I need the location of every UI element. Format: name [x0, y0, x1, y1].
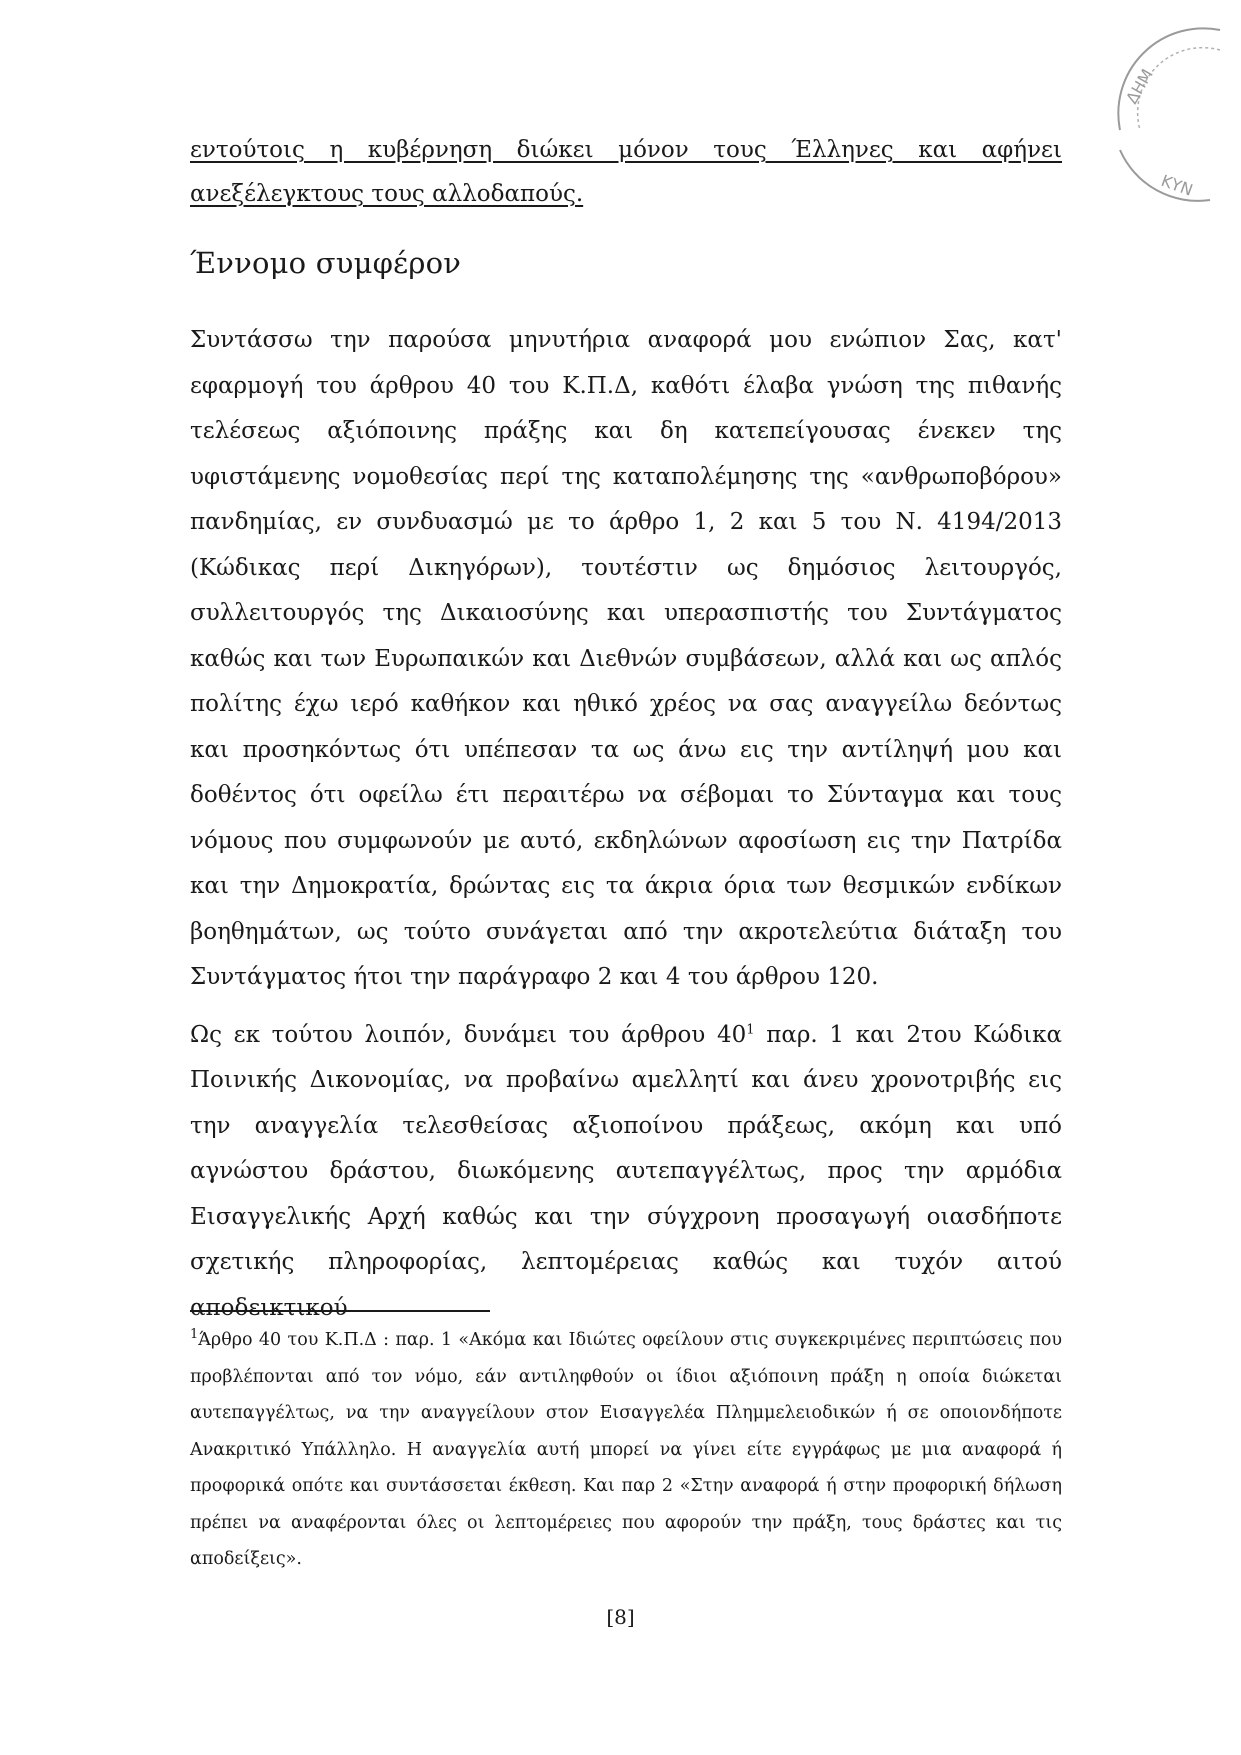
footnote-separator	[190, 1310, 490, 1312]
paragraph-2	[190, 1013, 1062, 1332]
footnote-text: Άρθρο 40 του Κ.Π.Δ : παρ. 1 «Ακόμα και Ιδιώτες οφείλουν στις συγκεκριμένες περιπτώσεις που προβλέπονται από τον νόμο, εάν αντιληφθούν οι ίδιοι αξιόποινη πράξη η οποία διώκεται αυτεπαγγέλτως, να την αναγγείλουν στον Εισαγγελέα Πλημμελειοδικών ή σε οποιονδήποτε Ανακριτικό Υπάλληλο. Η αναγγελία αυτή μπορεί να γίνει είτε εγγράφως με μια αναφορά ή προφορικά οπότε και συντάσσεται έκθεση. Και παρ 2 «Στην αναφορά ή στην προφορική δήλωση πρέπει να αναφέρονται όλες οι λεπτομέρειες που αφορούν την πράξη, τους δράστες και τις αποδείξεις».	[190, 1330, 1062, 1569]
paragraph-2-start: Ως εκ τούτου λοιπόν, δυνάμει του άρθρου 40	[190, 1021, 747, 1048]
main-text	[190, 128, 1062, 1343]
stamp-text-top: ΔΗΜ	[1122, 65, 1157, 107]
footnote-marker: 1	[190, 1327, 199, 1343]
page-number: [8]	[606, 1605, 635, 1629]
paragraph-1: Συντάσσω την παρούσα μηνυτήρια αναφορά μου ενώπιον Σας, κατ' εφαρμογή του άρθρου 40 του Κ.Π.Δ, καθότι έλαβα γνώση της πιθανής τελέσεως αξιόποινης πράξης και δη κατεπείγουσας ένεκεν της υφιστάμενης νομοθεσίας περί της καταπολέμησης της «ανθρωποβόρου» πανδημίας, εν συνδυασμώ με το άρθρο 1, 2 και 5 του Ν. 4194/2013 (Κώδικας περί Δικηγόρων), τουτέστιν ως δημόσιος λειτουργός, συλλειτουργός της Δικαιοσύνης και υπερασπιστής του Συντάγματος καθώς και των Ευρωπαικών και Διεθνών συμβάσεων, αλλά και ως απλός πολίτης έχω ιερό καθήκον και ηθικό χρέος να σας αναγγείλω δεόντως και προσηκόντως ότι υπέπεσαν τα ως άνω εις την αντίληψή μου και δοθέντος ότι οφείλω έτι περαιτέρω να σέβομαι το Σύνταγμα και τους νόμους που συμφωνούν με αυτό, εκδηλώνων αφοσίωση εις την Πατρίδα και την Δημοκρατία, δρώντας εις τα άκρια όρια των θεσμικών ενδίκων βοηθημάτων, ως τούτο συνάγεται από την ακροτελεύτια διάταξη του Συντάγματος ήτοι την παράγραφο 2 και 4 του άρθρου 120.	[190, 327, 1062, 990]
section-heading: Έννομο συμφέρον	[190, 246, 462, 280]
intro-paragraph: εντούτοις η κυβέρνηση διώκει μόνον τους Έλληνες και αφήνει ανεξέλεγκτους τους αλλοδαπούς.	[190, 137, 1062, 207]
stamp-seal	[1090, 10, 1240, 220]
stamp-text-bottom: ΚΥΝ	[1158, 170, 1196, 200]
paragraph-2-end: παρ. 1 και 2του Κώδικα Ποινικής Δικονομίας, να προβαίνω αμελλητί και άνευ χρονοτριβής εις την αναγγελία τελεσθείσας αξιοποίνου πράξεως, ακόμη και υπό αγνώστου δράστου, διωκόμενης αυτεπαγγέλτως, προς την αρμόδια Εισαγγελικής Αρχή καθώς και την σύγχρονη προσαγωγή οιασδήποτε σχετικής πληροφορίας, λεπτομέρειας καθώς και τυχόν αιτού αποδεικτικού	[190, 1021, 1062, 1321]
footnote-reference: 1	[746, 1021, 755, 1037]
footnote	[190, 1322, 1062, 1578]
